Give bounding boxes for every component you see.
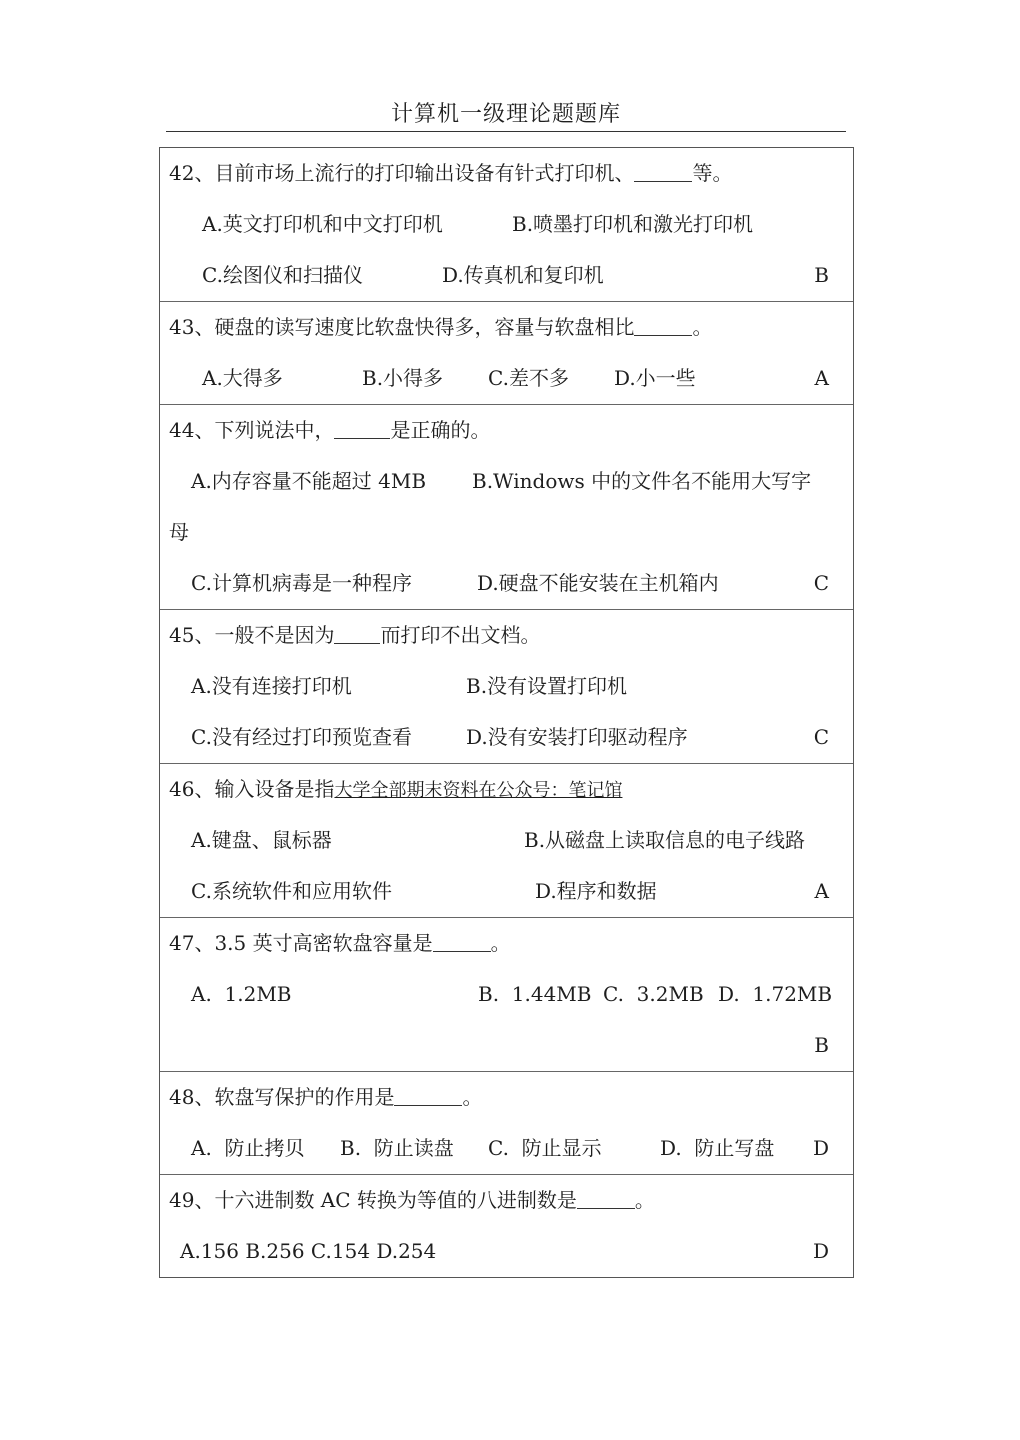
page-title: 计算机一级理论题题库 <box>390 102 621 127</box>
option-c: C.绘图仪和扫描仪 <box>202 263 363 287</box>
option-c: C.计算机病毒是一种程序 <box>191 571 412 595</box>
answer-key: D <box>812 1136 829 1160</box>
question-stem: 47、3.5 英寸高密软盘容量是 。 <box>169 918 511 969</box>
watermark-text: 大学全部期末资料在公众号：笔记馆 <box>334 780 623 801</box>
answer-blank <box>634 307 692 336</box>
answer-key: A <box>814 366 829 390</box>
question-46 <box>160 763 853 917</box>
option-d: D.程序和数据 <box>535 879 657 903</box>
option-a: A.键盘、鼠标器 <box>191 828 332 852</box>
header-rule <box>166 131 846 132</box>
question-stem: 44、下列说法中， 是正确的。 <box>169 405 490 456</box>
question-stem: 43、硬盘的读写速度比软盘快得多，容量与软盘相比 。 <box>169 302 712 353</box>
answer-blank <box>334 410 390 439</box>
option-a: A.英文打印机和中文打印机 <box>202 212 443 236</box>
option-a: A.大得多 <box>202 366 283 390</box>
question-45 <box>160 609 853 763</box>
question-stem: 45、一般不是因为 而打印不出文档。 <box>169 610 540 661</box>
option-b: B.没有设置打印机 <box>466 674 628 698</box>
options-inline: A.156 B.256 C.154 D.254 <box>180 1239 437 1263</box>
answer-key: B <box>814 263 829 287</box>
answer-key: B <box>814 1033 829 1057</box>
option-b: B.从磁盘上读取信息的电子线路 <box>524 828 806 852</box>
option-c: C. 防止显示 <box>488 1136 602 1160</box>
option-b-continued: 母 <box>169 520 189 544</box>
option-b: B.Windows 中的文件名不能用大写字 <box>472 469 812 493</box>
option-a: A. 防止拷贝 <box>191 1136 305 1160</box>
answer-blank <box>334 615 380 644</box>
question-stem: 42、目前市场上流行的打印输出设备有针式打印机、 等。 <box>169 148 732 199</box>
option-a: A.内存容量不能超过 4MB <box>191 469 427 493</box>
question-stem: 46、输入设备是指大学全部期末资料在公众号：笔记馆 <box>169 777 623 801</box>
option-d: D.没有安装打印驱动程序 <box>466 725 688 749</box>
answer-blank <box>577 1180 635 1209</box>
answer-key: D <box>812 1239 829 1263</box>
option-d: D.传真机和复印机 <box>442 263 604 287</box>
option-d: D.小一些 <box>614 366 696 390</box>
option-b: B. 1.44MB <box>478 982 592 1006</box>
option-d: D. 1.72MB <box>718 982 833 1006</box>
option-a: A. 1.2MB <box>191 982 292 1006</box>
option-c: C.没有经过打印预览查看 <box>191 725 412 749</box>
question-42 <box>160 148 853 301</box>
question-43 <box>160 301 853 404</box>
answer-blank <box>394 1077 462 1106</box>
question-stem: 49、十六进制数 AC 转换为等值的八进制数是 。 <box>169 1175 655 1226</box>
question-49 <box>160 1174 853 1277</box>
answer-blank <box>634 153 692 182</box>
option-a: A.没有连接打印机 <box>191 674 352 698</box>
question-stem: 48、软盘写保护的作用是 。 <box>169 1072 482 1123</box>
option-b: B.小得多 <box>362 366 444 390</box>
option-c: C.差不多 <box>488 366 569 390</box>
question-47 <box>160 917 853 1071</box>
question-48 <box>160 1071 853 1174</box>
answer-key: C <box>813 725 829 749</box>
answer-key: C <box>813 571 829 595</box>
option-d: D. 防止写盘 <box>660 1136 775 1160</box>
option-d: D.硬盘不能安装在主机箱内 <box>477 571 719 595</box>
answer-blank <box>433 923 491 952</box>
question-44 <box>160 404 853 609</box>
option-b: B. 防止读盘 <box>340 1136 454 1160</box>
answer-key: A <box>814 879 829 903</box>
option-c: C.系统软件和应用软件 <box>191 879 392 903</box>
option-b: B.喷墨打印机和激光打印机 <box>512 212 754 236</box>
option-c: C. 3.2MB <box>603 982 704 1006</box>
question-table <box>159 147 854 1278</box>
